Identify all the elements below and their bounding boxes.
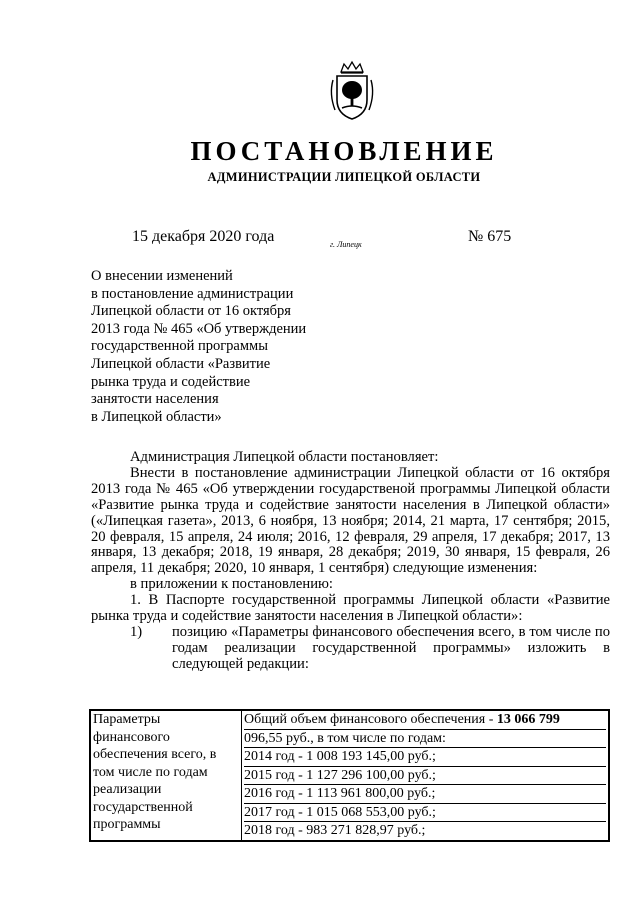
total-continuation: 096,55 руб., в том числе по годам: <box>244 730 606 749</box>
body-paragraph: 1. В Паспорте государственной программы Липецкой области «Развитие рынка труда и содействие занятости населения в Липецкой области»: <box>91 592 610 625</box>
list-item-number: 1) <box>130 623 143 640</box>
table-cell-label <box>90 710 242 841</box>
label-line: обеспечения всего, в <box>93 747 217 762</box>
label-line: том числе по годам <box>93 764 208 780</box>
document-city: г. Липецк <box>330 240 362 249</box>
body-paragraph: Администрация Липецкой области постановляет: <box>130 449 439 465</box>
document-date: 15 декабря 2020 года <box>132 228 275 245</box>
year-amount: 2014 год - 1 008 193 145,00 руб.; <box>244 748 606 767</box>
body-paragraph: Внести в постановление администрации Липецкой области от 16 октября 2013 года № 465 «Об утверждении государственой программы Липецкой области «Развитие рынка труда и содействие занятости населения в Липецкой области» («Липецкая газета», 2013, 6 ноября, 13 ноября; 2014, 21 марта, 17 сентября; 2015, 20 февраля, 15 апреля, 24 июля; 2016, 12 февраля, 29 апреля, 17 декабря; 2017, 13 января, 13 декабря; 2018, 19 января, 28 декабря; 2019, 30 января, 15 февраля, 26 апреля, 11 декабря; 2020, 10 января, 1 сентября) следующие изменения: <box>91 464 610 577</box>
total-line <box>244 711 606 730</box>
document-subtitle: АДМИНИСТРАЦИИ ЛИПЕЦКОЙ ОБЛАСТИ <box>207 170 481 184</box>
list-item <box>91 625 610 673</box>
year-amount: 2017 год - 1 015 068 553,00 руб.; <box>244 804 606 823</box>
label-line: программы <box>93 817 161 832</box>
document-title: ПОСТАНОВЛЕНИЕ <box>190 136 498 166</box>
document-subject: О внесении изменений в постановление администрации Липецкой области от 16 октября 2013 года № 465 «Об утверждении государственной программы Липецкой области «Развитие рынка труда и содействие занятости населения в Липецкой области» <box>91 268 307 425</box>
body-paragraph: в приложении к постановлению: <box>130 576 333 593</box>
list-item-text: позицию «Параметры финансового обеспечения всего, в том числе по годам реализации государственной программы» изложить в следующей редакции: <box>172 623 610 672</box>
document-number: № 675 <box>468 228 512 245</box>
table-cell-values <box>242 710 610 841</box>
label-line: реализации <box>93 782 162 797</box>
label-line: государственной <box>93 799 193 815</box>
label-line: финансового <box>93 729 170 745</box>
total-amount: 13 066 799 <box>496 712 560 727</box>
table-row <box>90 710 609 841</box>
year-amount: 2018 год - 983 271 828,97 руб.; <box>244 823 426 838</box>
coat-of-arms-emblem <box>327 60 377 122</box>
financing-parameters-table <box>89 709 610 842</box>
total-prefix: Общий объем финансового обеспечения - <box>244 712 497 727</box>
year-amount: 2015 год - 1 127 296 100,00 руб.; <box>244 767 606 786</box>
document-body <box>91 450 610 673</box>
label-line: Параметры <box>93 712 161 727</box>
year-amount: 2016 год - 1 113 961 800,00 руб.; <box>244 785 606 804</box>
